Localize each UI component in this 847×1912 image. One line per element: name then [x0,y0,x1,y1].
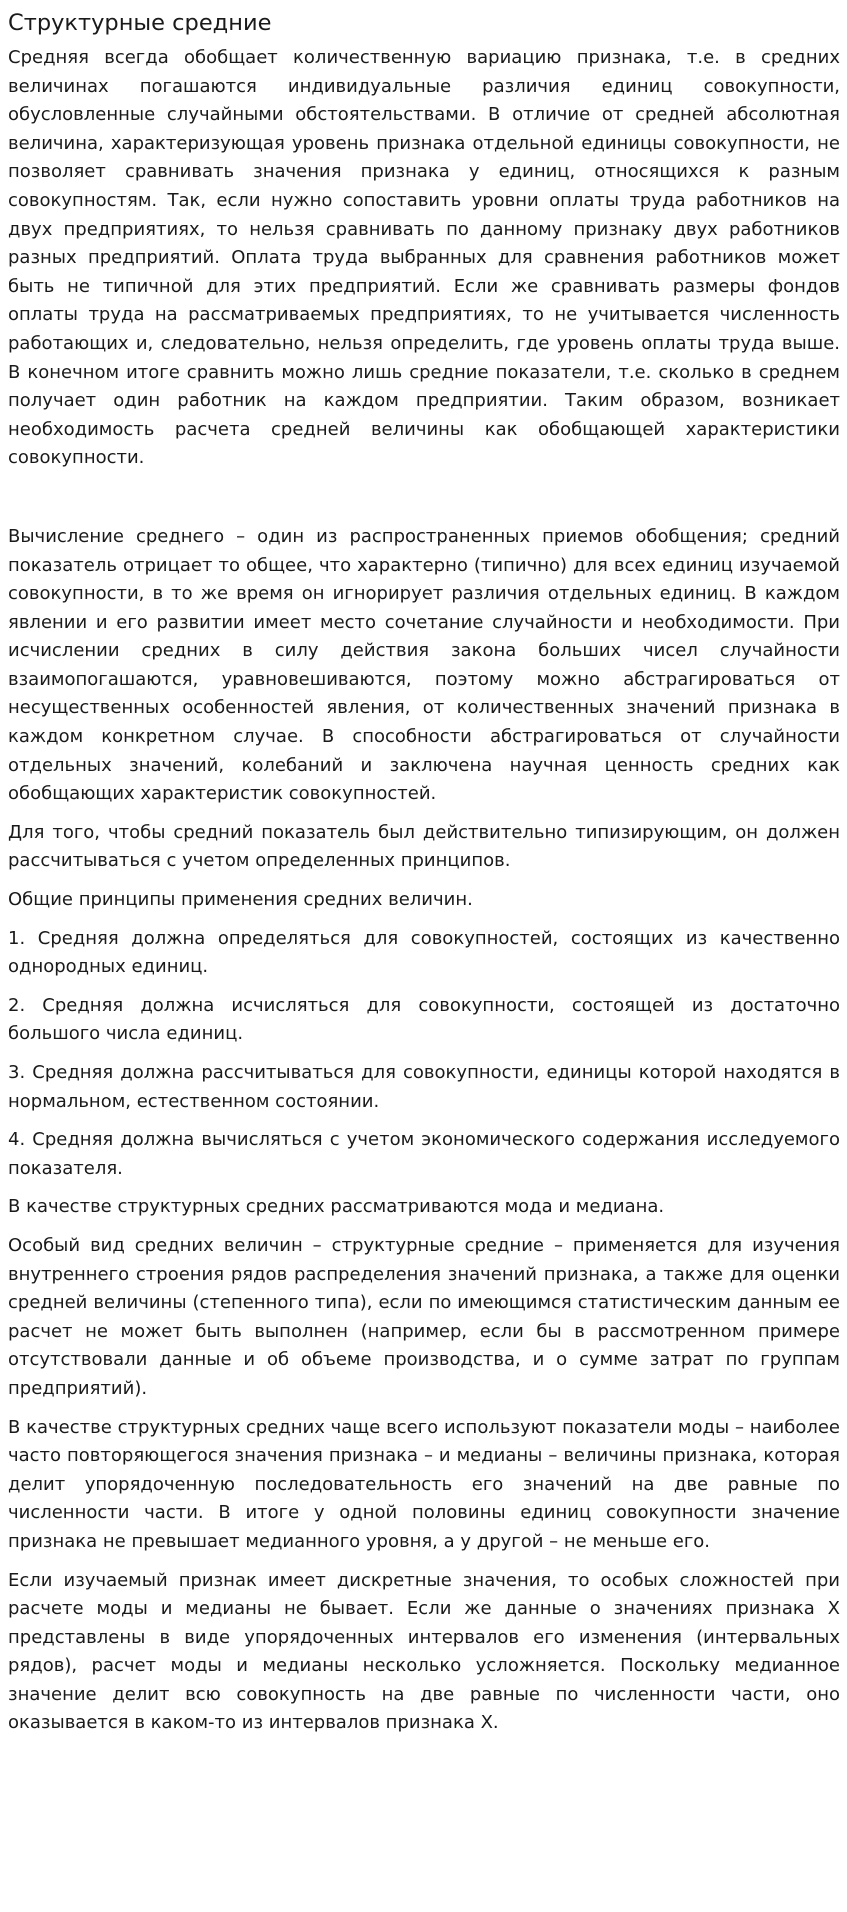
paragraph-mode-median: В качестве структурных средних чаще всего используют показатели моды – наиболее часто повторяющегося значения признака – и медианы – величины признака, которая делит упорядоченную последовательность его значений на две равные по численности части. В итоге у одной половины единиц совокупности значение признака не превышает медианного уровня, а у другой – не меньше его. [8,1416,840,1552]
list-item-principle-1: 1. Средняя должна определяться для совокупностей, состоящих из качественно однородных единиц. [8,927,840,978]
paragraph-special-type: Особый вид средних величин – структурные средние – применяется для изучения внутреннего строения рядов распределения значений признака, а также для оценки средней величины (степенного типа), если по имеющимся статистическим данным ее расчет не может быть выполнен (например, если бы в рассмотренном примере отсутствовали данные и об объеме производства, и о сумме затрат по группам предприятий). [8,1234,840,1399]
paragraph-principles-intro: Для того, чтобы средний показатель был действительно типизирующим, он должен рассчитываться с учетом определенных принципов. [8,821,840,872]
paragraph-discrete-values: Если изучаемый признак имеет дискретные значения, то особых сложностей при расчете моды и медианы не бывает. Если же данные о значениях признака X представлены в виде упорядоченных интервалов его изменения (интервальных рядов), расчет моды и медианы несколько усложняется. Поскольку медианное значение делит всю совокупность на две равные по численности части, оно оказывается в каком-то из интервалов признака X. [8,1569,840,1734]
section-spacer [8,473,840,523]
page-title: Структурные средние [8,10,272,36]
paragraph-structural-means: В качестве структурных средних рассматриваются мода и медиана. [8,1196,665,1218]
paragraph-principles-heading: Общие принципы применения средних величин. [8,889,473,911]
list-item-principle-4: 4. Средняя должна вычисляться с учетом экономического содержания исследуемого показателя. [8,1129,840,1179]
list-item-principle-2: 2. Средняя должна исчисляться для совокупности, состоящей из достаточно большого числа единиц. [8,994,840,1045]
paragraph-averaging: Вычисление среднего – один из распространенных приемов обобщения; средний показатель отрицает то общее, что характерно (типично) для всех единиц изучаемой совокупности, в то же время он игнорирует различия отдельных единиц. В каждом явлении и его развитии имеет место сочетание случайности и необходимости. При исчислении средних в силу действия закона больших чисел случайности взаимопогашаются, уравновешиваются, поэтому можно абстрагироваться от несущественных особенностей явления, от количественных значений признака в каждом конкретном случае. В способности абстрагироваться от случайности отдельных значений, колебаний и заключена научная ценность средних как обобщающих характеристик совокупностей. [8,525,840,805]
list-item-principle-3: 3. Средняя должна рассчитываться для совокупности, единицы которой находятся в нормальном, естественном состоянии. [8,1062,840,1112]
paragraph-intro: Средняя всегда обобщает количественную вариацию признака, т.е. в средних величинах погашаются индивидуальные различия единиц совокупности, обусловленные случайными обстоятельствами. В отличие от средней абсолютная величина, характеризующая уровень признака отдельной единицы совокупности, не позволяет сравнивать значения признака у единиц, относящихся к разным совокупностям. Так, если нужно сопоставить уровни оплаты труда работников на двух предприятиях, то нельзя сравнивать по данному признаку двух работников разных предприятий. Оплата труда выбранных для сравнения работников может быть не типичной для этих предприятий. Если же сравнивать размеры фондов оплаты труда на рассматриваемых предприятиях, то не учитывается численность работающих и, следовательно, нельзя определить, где уровень оплаты труда выше. В конечном итоге сравнить можно лишь средние показатели, т.е. сколько в среднем получает один работник на каждом предприятии. Таким образом, возникает необходимость расчета средней величины как обобщающей характеристики совокупности. [8,47,840,469]
